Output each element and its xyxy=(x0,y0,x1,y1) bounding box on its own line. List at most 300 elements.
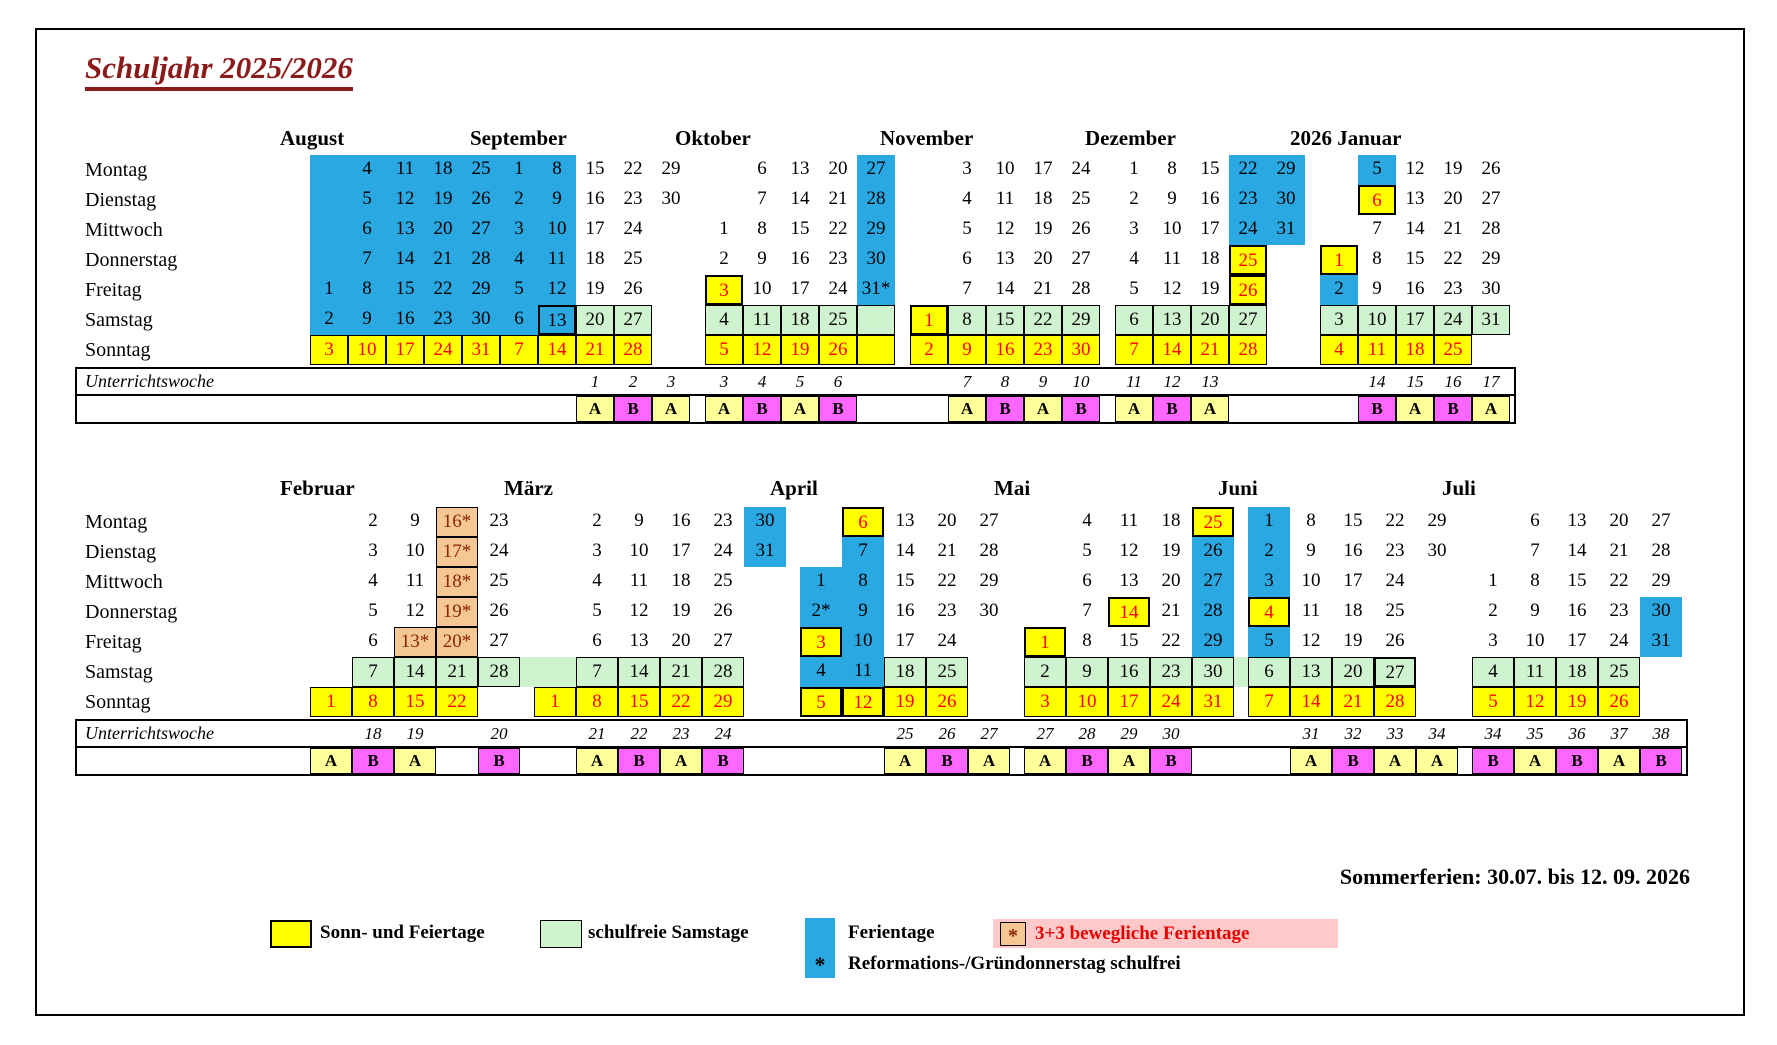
day-cell-april: 12 xyxy=(842,687,884,717)
week-number: 17 xyxy=(1482,372,1500,391)
day-cell-juli: 7 xyxy=(1530,540,1540,561)
day-cell-august: 1 xyxy=(310,275,348,305)
day-cell-september: 29 xyxy=(661,158,681,179)
day-cell-november: 26 xyxy=(1071,218,1091,239)
day-cell-maerz: 13 xyxy=(629,630,649,651)
day-cell-februar: 27 xyxy=(489,630,509,651)
day-cell-maerz: 11 xyxy=(629,570,649,591)
day-cell-dezember: 18 xyxy=(1200,248,1220,269)
ab-week-marker: A xyxy=(1024,748,1066,774)
day-cell-september: 22 xyxy=(623,158,643,179)
week-number: 26 xyxy=(938,724,956,743)
day-cell-dezember: 29 xyxy=(1267,155,1305,185)
ab-week-marker: A xyxy=(705,396,743,422)
day-cell-november: 17 xyxy=(1033,158,1053,179)
day-cell-august: 26 xyxy=(462,185,500,215)
day-cell-september: 20 xyxy=(576,305,614,335)
day-cell-april: 27 xyxy=(979,510,999,531)
day-cell-oktober: 15 xyxy=(790,218,810,239)
day-cell-juni: 4 xyxy=(1248,597,1290,627)
day-cell-januar: 1 xyxy=(1320,245,1358,275)
day-cell-februar: 18* xyxy=(436,567,478,597)
day-cell-august: 6 xyxy=(348,215,386,245)
day-cell-oktober: 12 xyxy=(743,335,781,365)
day-cell-august: 29 xyxy=(462,275,500,305)
day-cell-juli: 29 xyxy=(1651,570,1671,591)
ab-week-marker: A xyxy=(1115,396,1153,422)
day-cell-juli: 28 xyxy=(1651,540,1671,561)
day-cell-februar: 2 xyxy=(368,510,378,531)
ab-week-marker: A xyxy=(1024,396,1062,422)
week-number: 25 xyxy=(896,724,914,743)
day-cell-november: 19 xyxy=(1033,218,1053,239)
day-cell-januar: 10 xyxy=(1358,305,1396,335)
day-cell-mai: 14 xyxy=(1108,597,1150,627)
day-cell-juli: 15 xyxy=(1567,570,1587,591)
day-cell-mai: 7 xyxy=(1082,600,1092,621)
day-cell-juni: 27 xyxy=(1374,657,1416,687)
day-cell-november: 3 xyxy=(962,158,972,179)
day-cell-november: 20 xyxy=(1033,248,1053,269)
day-cell-mai: 5 xyxy=(1082,540,1092,561)
day-cell-februar: 11 xyxy=(405,570,425,591)
ab-week-marker: B xyxy=(986,396,1024,422)
day-cell-juni: 3 xyxy=(1248,567,1290,597)
day-cell-januar: 13 xyxy=(1405,188,1425,209)
day-cell-juli: 20 xyxy=(1609,510,1629,531)
ab-week-marker: B xyxy=(819,396,857,422)
day-cell-maerz: 29 xyxy=(702,687,744,717)
day-cell-maerz: 19 xyxy=(671,600,691,621)
day-cell-november: 8 xyxy=(948,305,986,335)
day-cell-september: 17 xyxy=(585,218,605,239)
day-cell-mai: 8 xyxy=(1082,630,1092,651)
ab-week-marker: A xyxy=(576,748,618,774)
weekday-label: Samstag xyxy=(85,661,153,683)
day-cell-oktober: 5 xyxy=(705,335,743,365)
day-cell-april: 8 xyxy=(842,567,884,597)
day-cell-november: 30 xyxy=(1062,335,1100,365)
day-cell-april: 5 xyxy=(800,687,842,717)
day-cell-dezember: 4 xyxy=(1129,248,1139,269)
day-cell-mai: 15 xyxy=(1119,630,1139,651)
day-cell-september: 28 xyxy=(614,335,652,365)
day-cell-mai: 10 xyxy=(1066,687,1108,717)
day-cell-mai: 2 xyxy=(1024,657,1066,687)
day-cell-september: 14 xyxy=(538,335,576,365)
day-cell-januar: 2 xyxy=(1320,275,1358,305)
day-cell-april: 21 xyxy=(937,540,957,561)
day-cell-april: 19 xyxy=(884,687,926,717)
day-cell-april: 1 xyxy=(800,567,842,597)
month-header-maerz: März xyxy=(504,476,553,500)
week-number: 30 xyxy=(1162,724,1180,743)
saturday-gap-fill xyxy=(1234,657,1248,687)
teaching-week-label: Unterrichtswoche xyxy=(85,371,214,391)
day-cell-juni: 25 xyxy=(1385,600,1405,621)
day-cell-november: 29 xyxy=(1062,305,1100,335)
day-cell-januar: 27 xyxy=(1481,188,1501,209)
summer-vacation-note: Sommerferien: 30.07. bis 12. 09. 2026 xyxy=(1339,864,1690,889)
week-number: 9 xyxy=(1038,372,1048,391)
day-cell-mai: 22 xyxy=(1161,630,1181,651)
day-cell-maerz: 18 xyxy=(671,570,691,591)
day-cell-november: 27 xyxy=(1071,248,1091,269)
day-cell-november: 7 xyxy=(962,278,972,299)
day-cell-oktober: 2 xyxy=(719,248,729,269)
ab-week-marker: A xyxy=(652,396,690,422)
day-cell-november: 16 xyxy=(986,335,1024,365)
ab-week-marker: B xyxy=(1066,748,1108,774)
day-cell-maerz: 7 xyxy=(576,657,618,687)
ab-week-marker: A xyxy=(1108,748,1150,774)
day-cell-juli: 6 xyxy=(1530,510,1540,531)
day-cell-april: 23 xyxy=(937,600,957,621)
day-cell-juli: 11 xyxy=(1514,657,1556,687)
day-cell-februar: 16* xyxy=(436,507,478,537)
day-cell-august: 22 xyxy=(424,275,462,305)
day-cell-oktober: 17 xyxy=(790,278,810,299)
ab-week-marker: B xyxy=(743,396,781,422)
day-cell-september: 5 xyxy=(500,275,538,305)
day-cell-april: 11 xyxy=(842,657,884,687)
day-cell-november: 22 xyxy=(1024,305,1062,335)
weekday-label: Sonntag xyxy=(85,339,151,361)
day-cell-dezember: 21 xyxy=(1191,335,1229,365)
week-number: 32 xyxy=(1344,724,1362,743)
day-cell-dezember: 27 xyxy=(1229,305,1267,335)
week-number: 15 xyxy=(1406,372,1424,391)
week-number: 31 xyxy=(1302,724,1320,743)
day-cell-august: 31 xyxy=(462,335,500,365)
day-cell-juli: 22 xyxy=(1609,570,1629,591)
day-cell-september: 4 xyxy=(500,245,538,275)
day-cell-dezember: 26 xyxy=(1229,275,1267,305)
weekday-label: Mittwoch xyxy=(85,571,163,593)
day-cell-mai: 29 xyxy=(1192,627,1234,657)
day-cell-oktober: 9 xyxy=(757,248,767,269)
ab-week-marker: A xyxy=(1374,748,1416,774)
week-number: 20 xyxy=(490,724,508,743)
day-cell-august: 27 xyxy=(462,215,500,245)
day-cell-mai: 24 xyxy=(1150,687,1192,717)
day-cell-februar: 25 xyxy=(489,570,509,591)
ab-week-marker: A xyxy=(576,396,614,422)
ab-week-marker: A xyxy=(968,748,1010,774)
week-number: 21 xyxy=(588,724,606,743)
day-cell-januar: 22 xyxy=(1443,248,1463,269)
week-number: 37 xyxy=(1610,724,1628,743)
day-cell-oktober: 6 xyxy=(757,158,767,179)
day-cell-august xyxy=(310,185,348,215)
weekday-label: Dienstag xyxy=(85,189,157,211)
day-cell-april: 20 xyxy=(937,510,957,531)
day-cell-juli: 14 xyxy=(1567,540,1587,561)
day-cell-november: 5 xyxy=(962,218,972,239)
day-cell-juli: 17 xyxy=(1567,630,1587,651)
week-number: 38 xyxy=(1652,724,1670,743)
ab-week-marker: A xyxy=(1191,396,1229,422)
day-cell-august: 25 xyxy=(462,155,500,185)
ab-week-marker: A xyxy=(1472,396,1510,422)
day-cell-november: 25 xyxy=(1071,188,1091,209)
ab-week-marker: A xyxy=(394,748,436,774)
day-cell-dezember: 13 xyxy=(1153,305,1191,335)
day-cell-januar: 8 xyxy=(1372,248,1382,269)
day-cell-januar: 4 xyxy=(1320,335,1358,365)
ab-week-marker: B xyxy=(614,396,652,422)
day-cell-april: 9 xyxy=(842,597,884,627)
ab-week-marker: A xyxy=(1598,748,1640,774)
day-cell-november: 2 xyxy=(910,335,948,365)
day-cell-august: 19 xyxy=(424,185,462,215)
day-cell-april: 4 xyxy=(800,657,842,687)
day-cell-november: 18 xyxy=(1033,188,1053,209)
asterisk-note-swatch: * xyxy=(805,948,835,978)
day-cell-september: 9 xyxy=(538,185,576,215)
day-cell-juli: 3 xyxy=(1488,630,1498,651)
day-cell-mai: 27 xyxy=(1192,567,1234,597)
day-cell-mai: 11 xyxy=(1119,510,1139,531)
week-number: 16 xyxy=(1444,372,1462,391)
day-cell-september: 6 xyxy=(500,305,538,335)
day-cell-mai: 16 xyxy=(1108,657,1150,687)
day-cell-maerz: 4 xyxy=(592,570,602,591)
day-cell-februar: 20* xyxy=(436,627,478,657)
day-cell-maerz: 17 xyxy=(671,540,691,561)
week-number: 7 xyxy=(962,372,972,391)
month-header-november: November xyxy=(880,126,974,150)
ab-week-marker: A xyxy=(1416,748,1458,774)
ab-week-marker: B xyxy=(926,748,968,774)
day-cell-november: 14 xyxy=(995,278,1015,299)
day-cell-oktober: 3 xyxy=(705,275,743,305)
day-cell-dezember: 24 xyxy=(1229,215,1267,245)
day-cell-dezember: 1 xyxy=(1129,158,1139,179)
day-cell-juni: 29 xyxy=(1427,510,1447,531)
day-cell-februar: 19* xyxy=(436,597,478,627)
week-number: 2 xyxy=(628,372,638,391)
week-number: 27 xyxy=(1036,724,1054,743)
month-header-april: April xyxy=(770,476,818,500)
day-cell-april: 24 xyxy=(937,630,957,651)
day-cell-mai: 12 xyxy=(1119,540,1139,561)
day-cell-dezember: 7 xyxy=(1115,335,1153,365)
day-cell-oktober: 25 xyxy=(819,305,857,335)
day-cell-april: 22 xyxy=(937,570,957,591)
day-cell-februar: 1 xyxy=(310,687,352,717)
day-cell-dezember: 23 xyxy=(1229,185,1267,215)
day-cell-oktober: 10 xyxy=(752,278,772,299)
day-cell-august: 15 xyxy=(386,275,424,305)
day-cell-januar: 31 xyxy=(1472,305,1510,335)
day-cell-april: 30 xyxy=(979,600,999,621)
day-cell-februar: 13* xyxy=(394,627,436,657)
week-number: 27 xyxy=(980,724,998,743)
week-number: 1 xyxy=(590,372,600,391)
day-cell-oktober: 24 xyxy=(828,278,848,299)
day-cell-dezember: 17 xyxy=(1200,218,1220,239)
day-cell-april: 25 xyxy=(926,657,968,687)
day-cell-juni: 9 xyxy=(1306,540,1316,561)
day-cell-april: 14 xyxy=(895,540,915,561)
ab-week-marker: B xyxy=(618,748,660,774)
day-cell-februar: 3 xyxy=(368,540,378,561)
day-cell-juni: 2 xyxy=(1248,537,1290,567)
day-cell-januar: 15 xyxy=(1405,248,1425,269)
day-cell-oktober: 16 xyxy=(790,248,810,269)
day-cell-august: 4 xyxy=(348,155,386,185)
day-cell-november: 11 xyxy=(995,188,1015,209)
day-cell-februar: 23 xyxy=(489,510,509,531)
week-number: 35 xyxy=(1526,724,1544,743)
day-cell-februar: 24 xyxy=(489,540,509,561)
day-cell-september: 15 xyxy=(585,158,605,179)
day-cell-november: 28 xyxy=(1071,278,1091,299)
month-header-oktober: Oktober xyxy=(675,126,751,150)
weekday-label: Sonntag xyxy=(85,691,151,713)
day-cell-august: 21 xyxy=(424,245,462,275)
day-cell-juni: 10 xyxy=(1301,570,1321,591)
week-number: 11 xyxy=(1126,372,1142,391)
day-cell-mai: 20 xyxy=(1161,570,1181,591)
teaching-week-strip xyxy=(75,719,1688,776)
day-cell-dezember: 31 xyxy=(1267,215,1305,245)
day-cell-november: 12 xyxy=(995,218,1015,239)
week-number: 24 xyxy=(714,724,732,743)
day-cell-februar: 28 xyxy=(478,657,520,687)
day-cell-april: 28 xyxy=(979,540,999,561)
day-cell-juli: 24 xyxy=(1609,630,1629,651)
week-number: 3 xyxy=(666,372,676,391)
day-cell-august: 5 xyxy=(348,185,386,215)
day-cell-august: 13 xyxy=(386,215,424,245)
day-cell-april: 10 xyxy=(842,627,884,657)
day-cell-juli: 2 xyxy=(1488,600,1498,621)
day-cell-august: 17 xyxy=(386,335,424,365)
month-header-september: September xyxy=(470,126,567,150)
day-cell-dezember: 12 xyxy=(1162,278,1182,299)
day-cell-maerz: 10 xyxy=(629,540,649,561)
day-cell-august xyxy=(310,245,348,275)
day-cell-februar: 9 xyxy=(410,510,420,531)
day-cell-august xyxy=(310,215,348,245)
day-cell-september: 7 xyxy=(500,335,538,365)
day-cell-juli: 18 xyxy=(1556,657,1598,687)
day-cell-juni: 19 xyxy=(1343,630,1363,651)
ab-week-marker: A xyxy=(1514,748,1556,774)
day-cell-oktober: 7 xyxy=(757,188,767,209)
legend-label-holidays: Sonn- und Feiertage xyxy=(320,922,485,943)
day-cell-dezember: 2 xyxy=(1129,188,1139,209)
day-cell-september: 2 xyxy=(500,185,538,215)
day-cell-juni: 24 xyxy=(1385,570,1405,591)
day-cell-juli: 31 xyxy=(1640,627,1682,657)
day-cell-januar: 25 xyxy=(1434,335,1472,365)
day-cell-mai: 25 xyxy=(1192,507,1234,537)
legend-label-reformation: Reformations-/Gründonnerstag schulfrei xyxy=(848,953,1181,974)
day-cell-januar: 21 xyxy=(1443,218,1463,239)
day-cell-september: 21 xyxy=(576,335,614,365)
day-cell-mai: 13 xyxy=(1119,570,1139,591)
day-cell-maerz: 31 xyxy=(744,537,786,567)
day-cell-august: 9 xyxy=(348,305,386,335)
week-number: 13 xyxy=(1201,372,1219,391)
day-cell-juni: 21 xyxy=(1332,687,1374,717)
ab-week-marker: A xyxy=(1290,748,1332,774)
holiday-color-swatch xyxy=(270,920,312,948)
day-cell-dezember: 30 xyxy=(1267,185,1305,215)
day-cell-januar: 11 xyxy=(1358,335,1396,365)
weekday-label: Dienstag xyxy=(85,541,157,563)
day-cell-juni: 17 xyxy=(1343,570,1363,591)
day-cell-januar: 29 xyxy=(1481,248,1501,269)
month-header-juni: Juni xyxy=(1218,476,1258,500)
week-number: 29 xyxy=(1120,724,1138,743)
day-cell-oktober: 28 xyxy=(857,185,895,215)
day-cell-april: 3 xyxy=(800,627,842,657)
day-cell-august: 30 xyxy=(462,305,500,335)
ab-week-marker: B xyxy=(1640,748,1682,774)
day-cell-april: 6 xyxy=(842,507,884,537)
day-cell-maerz: 2 xyxy=(592,510,602,531)
day-cell-februar: 15 xyxy=(394,687,436,717)
teaching-week-label: Unterrichtswoche xyxy=(85,723,214,743)
day-cell-dezember: 16 xyxy=(1200,188,1220,209)
day-cell-juli: 8 xyxy=(1530,570,1540,591)
day-cell-mai: 30 xyxy=(1192,657,1234,687)
day-cell-maerz: 15 xyxy=(618,687,660,717)
day-cell-september: 23 xyxy=(623,188,643,209)
month-header-august: August xyxy=(280,126,345,150)
day-cell-september: 19 xyxy=(585,278,605,299)
day-cell-juni: 15 xyxy=(1343,510,1363,531)
day-cell-juni: 22 xyxy=(1385,510,1405,531)
day-cell-mai: 31 xyxy=(1192,687,1234,717)
day-cell-juni: 11 xyxy=(1301,600,1321,621)
week-number: 22 xyxy=(630,724,648,743)
day-cell-august: 11 xyxy=(386,155,424,185)
day-cell-juni: 1 xyxy=(1248,507,1290,537)
day-cell-august: 24 xyxy=(424,335,462,365)
day-cell-juli: 23 xyxy=(1609,600,1629,621)
ab-week-marker: A xyxy=(781,396,819,422)
month-header-februar: Februar xyxy=(280,476,355,500)
saturday-gap-fill xyxy=(520,657,534,687)
day-cell-juli: 9 xyxy=(1530,600,1540,621)
day-cell-januar: 30 xyxy=(1481,278,1501,299)
movable-days-color-swatch: * xyxy=(1000,922,1026,946)
day-cell-januar: 28 xyxy=(1481,218,1501,239)
day-cell-oktober: 14 xyxy=(790,188,810,209)
weekday-label: Donnerstag xyxy=(85,249,178,271)
day-cell-februar: 26 xyxy=(489,600,509,621)
week-number: 34 xyxy=(1428,724,1446,743)
week-number: 12 xyxy=(1163,372,1181,391)
day-cell-september: 25 xyxy=(623,248,643,269)
ab-week-marker: A xyxy=(948,396,986,422)
day-cell-juli: 4 xyxy=(1472,657,1514,687)
day-cell-mai: 9 xyxy=(1066,657,1108,687)
free-saturday-color-swatch xyxy=(540,920,582,948)
week-number: 36 xyxy=(1568,724,1586,743)
day-cell-januar: 7 xyxy=(1372,218,1382,239)
weekday-label: Freitag xyxy=(85,279,142,301)
ab-week-marker: B xyxy=(1153,396,1191,422)
ab-week-marker: B xyxy=(1556,748,1598,774)
day-cell-maerz: 26 xyxy=(713,600,733,621)
ab-week-marker: B xyxy=(1332,748,1374,774)
